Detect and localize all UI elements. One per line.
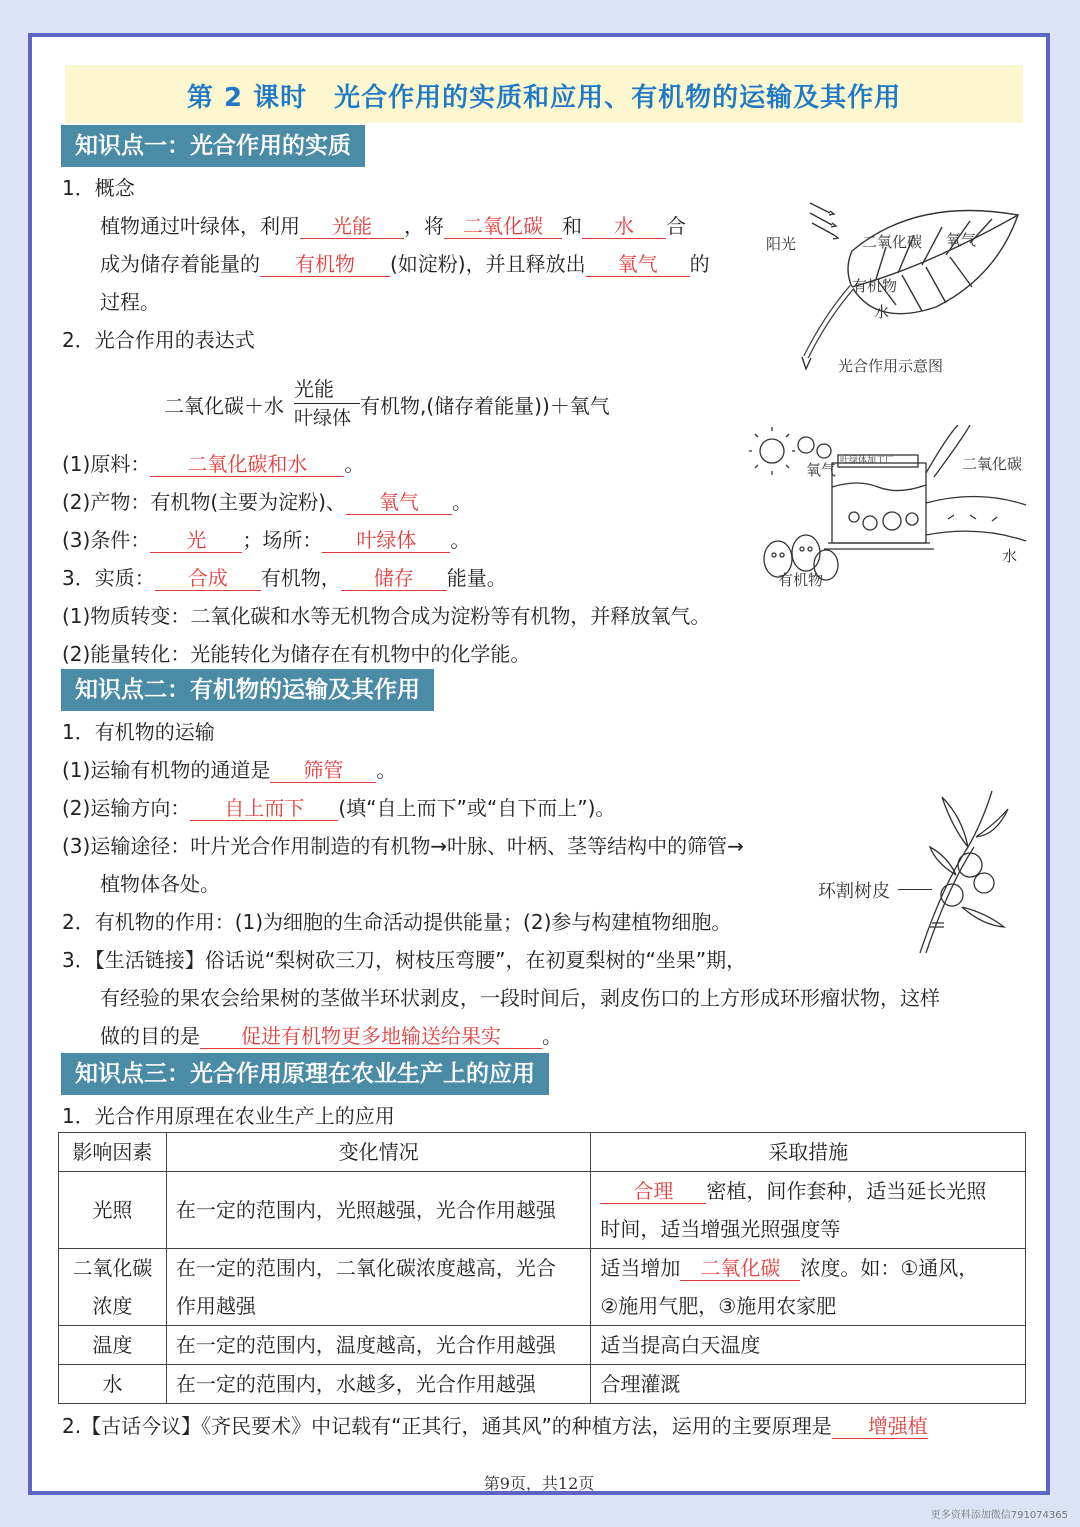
branch-illustration <box>912 787 1022 957</box>
blank-direction: 自上而下 <box>190 796 338 821</box>
cell-temp-measure: 适当提高白天温度 <box>591 1326 1026 1365</box>
concept-line-1: 植物通过叶绿体，利用 光能 ，将 二氧化碳 和 水 合 <box>100 214 686 238</box>
cell-water-change: 在一定的范围内，水越多，光合作用越强 <box>166 1365 590 1404</box>
cell-temp-change: 在一定的范围内，温度越高，光合作用越强 <box>166 1326 590 1365</box>
page-title: 第 2 课时 光合作用的实质和应用、有机物的运输及其作用 <box>186 83 902 113</box>
concept-title: 1．概念 <box>62 176 135 200</box>
girdling-pointer <box>898 889 932 890</box>
fig1-co2-label: 二氧化碳 <box>862 233 923 251</box>
blank-place: 叶绿体 <box>322 528 450 553</box>
expression-title: 2．光合作用的表达式 <box>62 328 255 352</box>
table-row <box>59 1172 1026 1249</box>
fig2-o2-label: 氧气 <box>806 461 837 479</box>
chloroplast-factory-figure <box>748 425 1028 589</box>
cell-light-measure: 合理 密植，间作套种，适当延长光照 时间，适当增强光照强度等 <box>591 1172 1026 1249</box>
cell-light-change: 在一定的范围内，光照越强，光合作用越强 <box>166 1172 590 1249</box>
life-line-1: 3．【生活链接】俗话说“梨树砍三刀，树枝压弯腰”，在初夏梨树的“坐果”期， <box>62 948 747 972</box>
factory-sign: 叶绿体加工厂 <box>840 456 895 466</box>
path-line-2: 植物体各处。 <box>100 872 220 896</box>
fig2-organic-label: 有机物 <box>778 571 824 589</box>
blank-ancient: 增强植 <box>832 1414 928 1439</box>
fig1-sun-label: 阳光 <box>766 235 797 253</box>
blank-condition: 光 <box>150 528 242 553</box>
cell-water: 水 <box>59 1365 167 1404</box>
cell-co2-change: 在一定的范围内，二氧化碳浓度越高，光合 作用越强 <box>166 1249 590 1326</box>
table-row <box>59 1249 1026 1326</box>
blank-life: 促进有机物更多地输送给果实 <box>200 1024 542 1049</box>
watermark: 更多资料添加微信791074365 <box>930 1510 1068 1521</box>
blank-organic: 有机物 <box>260 252 390 277</box>
cell-temp: 温度 <box>59 1326 167 1365</box>
condition-line: (3)条件： 光 ；场所： 叶绿体 。 <box>62 528 471 552</box>
fig1-o2-label: 氧气 <box>946 231 977 249</box>
section-heading-2: 知识点二：有机物的运输及其作用 <box>61 669 434 711</box>
fig1-organic-label: 有机物 <box>852 277 898 295</box>
fig1-water-label: 水 <box>874 303 890 321</box>
essence-line: 3．实质： 合成 有机物， 储存 能量。 <box>62 566 507 590</box>
transport-title: 1．有机物的运输 <box>62 720 215 744</box>
th-measure: 采取措施 <box>591 1133 1026 1172</box>
section-heading-3: 知识点三：光合作用原理在农业生产上的应用 <box>61 1053 549 1095</box>
page-frame <box>28 33 1050 1495</box>
girdling-branch-figure <box>912 787 1022 957</box>
matter-conversion: (1)物质转变：二氧化碳和水等无机物合成为淀粉等有机物，并释放氧气。 <box>62 604 711 628</box>
blank-channel: 筛管 <box>270 758 376 783</box>
blank-co2-table: 二氧化碳 <box>680 1256 800 1281</box>
th-factor: 影响因素 <box>59 1133 167 1172</box>
blank-light: 光能 <box>300 214 404 239</box>
equation-condition-top: 光能 <box>294 377 334 401</box>
concept-line-2: 成为储存着能量的 有机物 (如淀粉)，并且释放出 氧气 的 <box>100 252 710 276</box>
product-line: (2)产物：有机物(主要为淀粉)、 氧气 。 <box>62 490 472 514</box>
fig2-water-label: 水 <box>1002 547 1018 565</box>
th-change: 变化情况 <box>166 1133 590 1172</box>
fig2-co2-label: 二氧化碳 <box>962 455 1023 473</box>
blank-co2: 二氧化碳 <box>444 214 562 239</box>
cell-co2-measure: 适当增加 二氧化碳 浓度。如：①通风， ②施用气肥，③施用农家肥 <box>591 1249 1026 1326</box>
application-title: 1．光合作用原理在农业生产上的应用 <box>62 1104 395 1128</box>
direction-line: (2)运输方向： 自上而下 (填“自上而下”或“自下而上”)。 <box>62 796 616 820</box>
cell-light: 光照 <box>59 1172 167 1249</box>
table-header-row <box>59 1133 1026 1172</box>
equation-right: 有机物,(储存着能量))＋氧气 <box>360 394 610 418</box>
photosynthesis-leaf-figure <box>766 187 1026 377</box>
equation-left: 二氧化碳＋水 <box>164 394 284 418</box>
girdling-label: 环割树皮 <box>818 881 890 902</box>
cell-co2: 二氧化碳 浓度 <box>59 1249 167 1326</box>
channel-line: (1)运输有机物的通道是 筛管 。 <box>62 758 397 782</box>
blank-raw: 二氧化碳和水 <box>150 452 344 477</box>
blank-product: 氧气 <box>346 490 452 515</box>
life-line-3: 做的目的是 促进有机物更多地输送给果实 。 <box>100 1024 562 1048</box>
blank-essence-1: 合成 <box>155 566 261 591</box>
path-line-1: (3)运输途径：叶片光合作用制造的有机物→叶脉、叶柄、茎等结构中的筛管→ <box>62 834 744 858</box>
equation-condition-bottom: 叶绿体 <box>294 407 352 429</box>
energy-conversion: (2)能量转化：光能转化为储存在有机物中的化学能。 <box>62 642 531 666</box>
concept-line-3: 过程。 <box>100 290 160 314</box>
blank-oxygen: 氧气 <box>586 252 690 277</box>
blank-reasonable: 合理 <box>600 1179 706 1204</box>
factory-illustration <box>748 425 1028 585</box>
fig1-caption: 光合作用示意图 <box>838 357 944 375</box>
blank-water: 水 <box>582 214 666 239</box>
application-table <box>58 1132 1026 1404</box>
life-line-2: 有经验的果农会给果树的茎做半环状剥皮，一段时间后，剥皮伤口的上方形成环形瘤状物，这样 <box>100 986 940 1010</box>
ancient-saying-line: 2.【古话今议】《齐民要术》中记载有“正其行，通其风”的种植方法，运用的主要原理是 增强植 <box>62 1414 928 1438</box>
table-row <box>59 1365 1026 1404</box>
raw-material-line: (1)原料： 二氧化碳和水 。 <box>62 452 365 476</box>
table-row <box>59 1326 1026 1365</box>
title-banner <box>65 65 1023 123</box>
cell-water-measure: 合理灌溉 <box>591 1365 1026 1404</box>
role-line: 2．有机物的作用：(1)为细胞的生命活动提供能量；(2)参与构建植物细胞。 <box>62 910 732 934</box>
section-heading-1: 知识点一：光合作用的实质 <box>61 125 365 167</box>
blank-essence-2: 储存 <box>341 566 447 591</box>
page-footer: 第9页，共12页 <box>483 1474 595 1493</box>
